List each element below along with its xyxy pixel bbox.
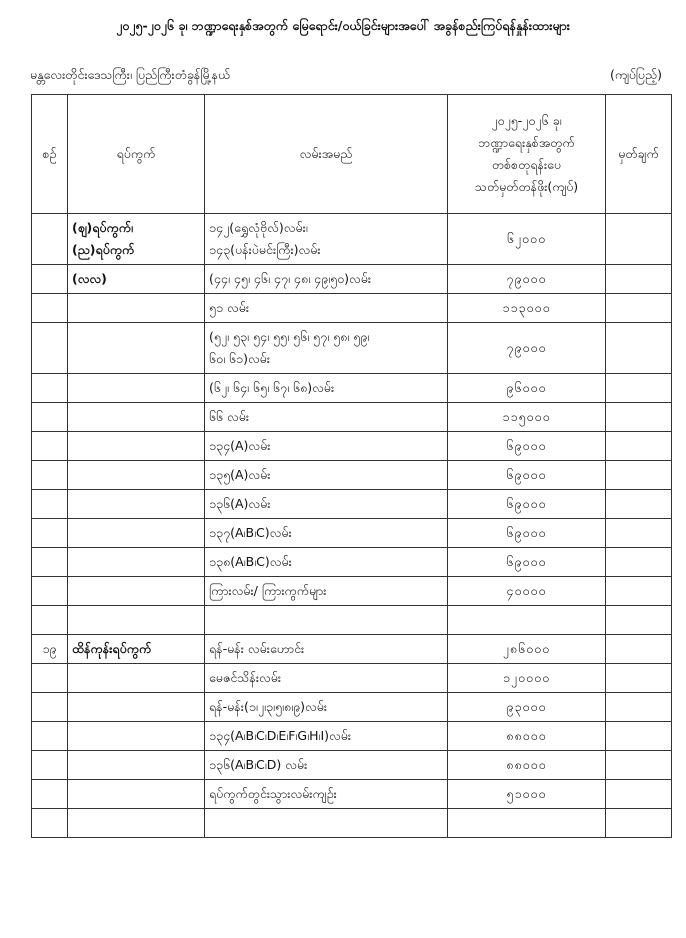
cell-road [205, 214, 448, 265]
cell-remark [606, 809, 672, 838]
road-line: (၅၂၊ ၅၃၊ ၅၄၊ ၅၅၊ ၅၆၊ ၅၇၊ ၅၈၊ ၅၉၊ [209, 329, 370, 344]
cell-road [205, 809, 448, 838]
cell-no [32, 664, 68, 693]
table-header-row [32, 95, 672, 214]
rate-table [31, 94, 672, 838]
cell-area [68, 323, 205, 374]
table-body [32, 214, 672, 838]
header-remark: မှတ်ချက် [606, 95, 672, 214]
table-row [32, 751, 672, 780]
cell-no [32, 548, 68, 577]
cell-value: ၂၈၆၀၀၀ [448, 635, 606, 664]
road-line: ကြားလမ်း/ ကြားကွက်များ [209, 583, 327, 598]
road-line: ၁၃၆(A)လမ်း [209, 496, 271, 511]
road-line: (၄၄၊ ၄၅၊ ၄၆၊ ၄၇၊ ၄၈၊ ၄၉၊၅၀)လမ်း [209, 271, 372, 286]
table-row [32, 606, 672, 635]
cell-remark [606, 548, 672, 577]
cell-remark [606, 374, 672, 403]
cell-road [205, 664, 448, 693]
cell-area [68, 461, 205, 490]
cell-road [205, 722, 448, 751]
cell-value: ၆၂၀၀၀ [448, 214, 606, 265]
table-row [32, 548, 672, 577]
cell-no: ၁၉ [32, 635, 68, 664]
table-row [32, 577, 672, 606]
table-row [32, 432, 672, 461]
cell-value [448, 809, 606, 838]
table-row [32, 664, 672, 693]
cell-remark [606, 693, 672, 722]
area-line: (ဈ)ရပ်ကွက်၊ [72, 220, 133, 235]
cell-value: ၇၉၀၀၀ [448, 265, 606, 294]
cell-remark [606, 780, 672, 809]
cell-value [448, 606, 606, 635]
cell-area [68, 548, 205, 577]
cell-value: ၉၃၀၀၀ [448, 693, 606, 722]
road-line: ၁၃၇(A၊B၊C)လမ်း [209, 525, 292, 540]
cell-no [32, 374, 68, 403]
header-value [448, 95, 606, 214]
cell-remark [606, 577, 672, 606]
cell-no [32, 693, 68, 722]
road-line: ရန်-မန်း(၁၊၂၊၃၊၅၊၈၊၉)လမ်း [209, 699, 328, 714]
cell-area [68, 519, 205, 548]
header-value-line: သတ်မှတ်တန်ဖိုး(ကျပ်) [474, 179, 579, 194]
cell-value: ၆၉၀၀၀ [448, 461, 606, 490]
cell-no [32, 606, 68, 635]
cell-remark [606, 490, 672, 519]
table-row [32, 403, 672, 432]
region-label: မန္တလေးတိုင်းဒေသကြီး၊ ပြည်ကြီးတံခွန်မြို့နယ် [30, 67, 231, 82]
cell-road [205, 577, 448, 606]
header-value-line: ၂၀၂၅-၂၀၂၆ ခု၊ [491, 113, 562, 128]
cell-remark [606, 461, 672, 490]
cell-area [68, 664, 205, 693]
road-line: ၁၄၃(ပန်းပဲမင်းကြီး)လမ်း [209, 242, 321, 257]
cell-road [205, 461, 448, 490]
table-row [32, 722, 672, 751]
cell-remark [606, 323, 672, 374]
table-row [32, 294, 672, 323]
table-row [32, 461, 672, 490]
cell-value: ၈၈၀၀၀ [448, 751, 606, 780]
cell-no [32, 265, 68, 294]
table-row [32, 780, 672, 809]
cell-area [68, 490, 205, 519]
cell-road [205, 374, 448, 403]
cell-area [68, 403, 205, 432]
cell-no [32, 403, 68, 432]
cell-area [68, 265, 205, 294]
road-line: ၆၀၊ ၆၁)လမ်း [209, 351, 270, 366]
cell-area [68, 751, 205, 780]
road-line: ၁၃၈(A၊B၊C)လမ်း [209, 554, 292, 569]
header-value-line: တစ်စတုရန်းပေ [491, 157, 562, 172]
cell-value: ၉၆၀၀၀ [448, 374, 606, 403]
road-line: ၆၆ လမ်း [209, 409, 250, 424]
cell-road [205, 751, 448, 780]
road-line: ၁၄၂(ရွှေလုံဗိုလ်)လမ်း၊ [209, 220, 308, 235]
cell-no [32, 722, 68, 751]
cell-area [68, 214, 205, 265]
cell-no [32, 432, 68, 461]
road-line: ရပ်ကွက်တွင်းသွားလမ်းကျဉ်း [209, 786, 337, 801]
cell-area [68, 374, 205, 403]
cell-road [205, 403, 448, 432]
cell-no [32, 461, 68, 490]
cell-road [205, 635, 448, 664]
cell-value: ၁၁၅၀၀၀ [448, 403, 606, 432]
table-row [32, 635, 672, 664]
area-line: (ည)ရပ်ကွက် [72, 242, 135, 257]
cell-area [68, 294, 205, 323]
cell-no [32, 519, 68, 548]
cell-remark [606, 751, 672, 780]
table-row [32, 374, 672, 403]
cell-road [205, 519, 448, 548]
document-title: ၂၀၂၅-၂၀၂၆ ခု၊ ဘဏ္ဍာရေးနှစ်အတွက် မြေရောင်း/ဝယ်ခြင်းများအပေါ် အခွန်စည်းကြပ်ရန်နှုန်းထားများ [116, 18, 570, 33]
header-area: ရပ်ကွက် [68, 95, 205, 214]
header-road: လမ်းအမည် [205, 95, 448, 214]
cell-value: ၁၂၀၀၀၀ [448, 664, 606, 693]
cell-no [32, 214, 68, 265]
cell-road [205, 265, 448, 294]
road-line: မေဇင်သိန်းလမ်း [209, 670, 282, 685]
cell-value: ၆၉၀၀၀ [448, 519, 606, 548]
cell-area [68, 809, 205, 838]
cell-value: ၅၁၀၀၀ [448, 780, 606, 809]
cell-remark [606, 635, 672, 664]
cell-area [68, 577, 205, 606]
cell-remark [606, 664, 672, 693]
header-no: စဉ် [32, 95, 68, 214]
road-line: ၁၃၅(A)လမ်း [209, 467, 271, 482]
table-row [32, 214, 672, 265]
cell-value: ၄၀၀၀၀ [448, 577, 606, 606]
cell-area [68, 635, 205, 664]
cell-no [32, 577, 68, 606]
currency-unit-label: (ကျပ်ပြည့်) [609, 67, 662, 82]
cell-no [32, 780, 68, 809]
area-line: ထိန်ကုန်းရပ်ကွက် [72, 641, 152, 656]
cell-remark [606, 519, 672, 548]
header-value-line: ဘဏ္ဍာရေးနှစ်အတွက် [478, 135, 575, 150]
cell-no [32, 809, 68, 838]
cell-remark [606, 606, 672, 635]
cell-no [32, 323, 68, 374]
cell-no [32, 751, 68, 780]
cell-no [32, 490, 68, 519]
cell-road [205, 693, 448, 722]
cell-value: ၆၉၀၀၀ [448, 548, 606, 577]
cell-road [205, 323, 448, 374]
table-row [32, 490, 672, 519]
cell-value: ၆၉၀၀၀ [448, 432, 606, 461]
cell-remark [606, 214, 672, 265]
cell-area [68, 432, 205, 461]
road-line: ရန်-မန်း လမ်းဟောင်း [209, 641, 305, 656]
cell-no [32, 294, 68, 323]
table-row [32, 323, 672, 374]
cell-remark [606, 722, 672, 751]
cell-value: ၈၈၀၀၀ [448, 722, 606, 751]
cell-road [205, 294, 448, 323]
table-row [32, 809, 672, 838]
road-line: ၁၃၆(A၊B၊C၊D) လမ်း [209, 757, 308, 772]
road-line: ၁၃၄(A၊B၊C၊D၊E၊F၊G၊H၊I)လမ်း [209, 728, 352, 743]
road-line: ၁၃၄(A)လမ်း [209, 438, 271, 453]
road-line: ၅၁ လမ်း [209, 300, 250, 315]
cell-remark [606, 403, 672, 432]
cell-remark [606, 265, 672, 294]
cell-road [205, 780, 448, 809]
table-row [32, 693, 672, 722]
cell-road [205, 548, 448, 577]
cell-value: ၇၉၀၀၀ [448, 323, 606, 374]
cell-area [68, 722, 205, 751]
cell-road [205, 432, 448, 461]
area-line: (လလ) [72, 271, 107, 286]
cell-road [205, 606, 448, 635]
cell-area [68, 693, 205, 722]
cell-remark [606, 294, 672, 323]
road-line: (၆၂၊ ၆၄၊ ၆၅၊ ၆၇၊ ၆၈)လမ်း [209, 380, 335, 395]
table-row [32, 265, 672, 294]
cell-area [68, 606, 205, 635]
cell-value: ၆၉၀၀၀ [448, 490, 606, 519]
cell-area [68, 780, 205, 809]
table-row [32, 519, 672, 548]
cell-value: ၁၁၃၀၀၀ [448, 294, 606, 323]
cell-road [205, 490, 448, 519]
cell-remark [606, 432, 672, 461]
